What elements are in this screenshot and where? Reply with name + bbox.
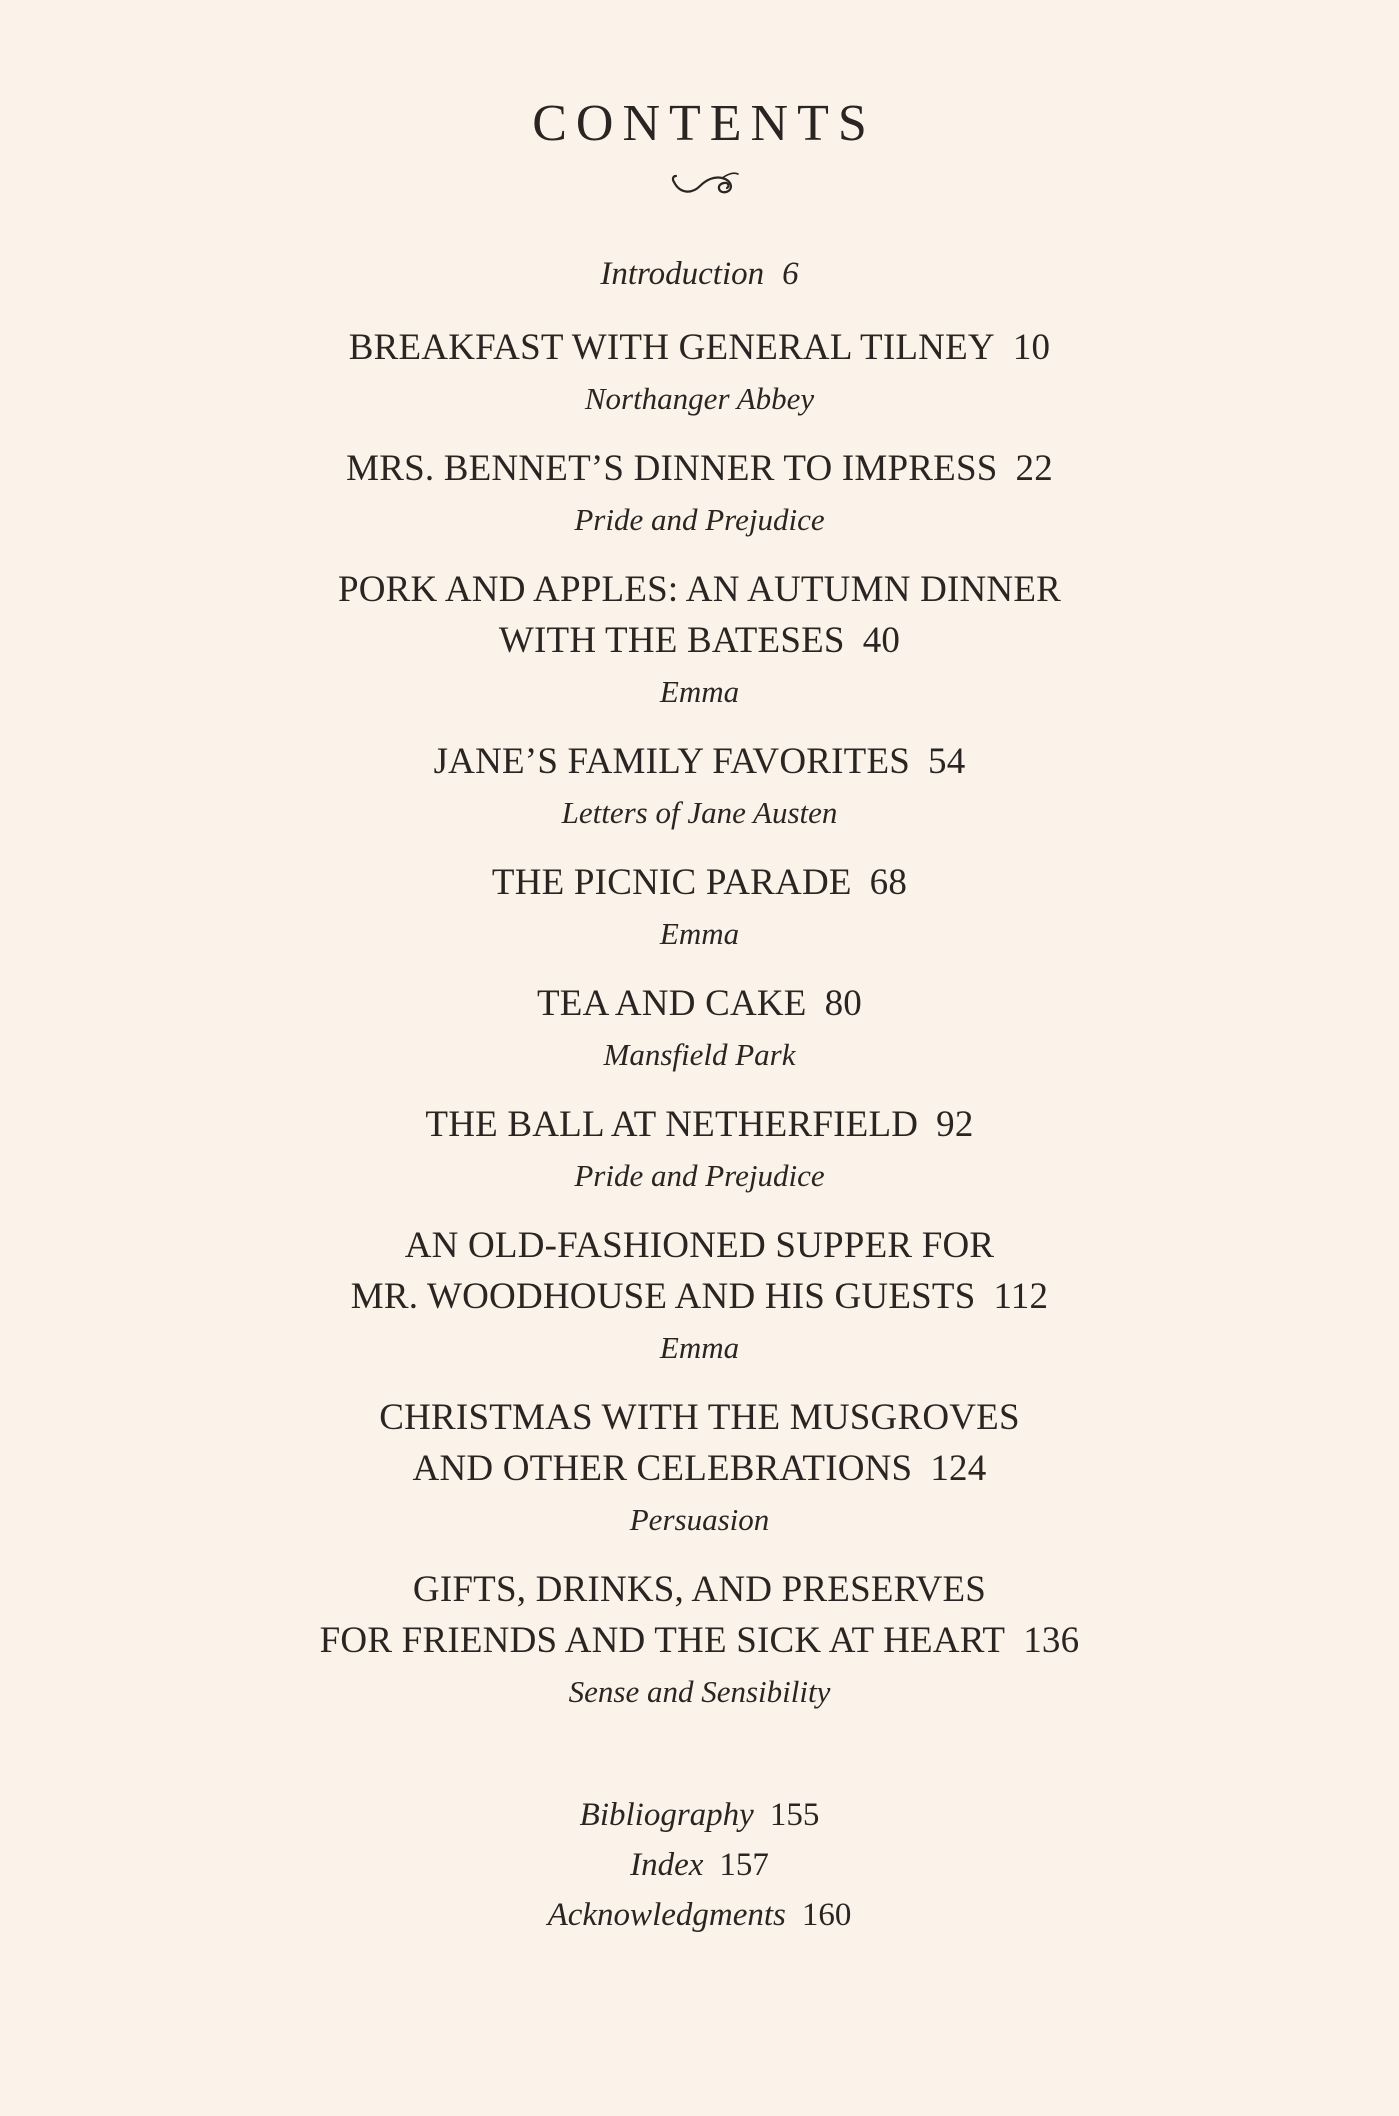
toc-entry-introduction[interactable] bbox=[0, 248, 1399, 300]
chapter-source: Letters of Jane Austen bbox=[561, 795, 838, 830]
chapter-title: WITH THE BATESES bbox=[498, 620, 845, 661]
chapter-title: MRS. BENNET’S DINNER TO IMPRESS bbox=[346, 448, 998, 489]
chapter-title: BREAKFAST WITH GENERAL TILNEY bbox=[348, 327, 995, 368]
entry-label: Bibliography bbox=[579, 1797, 754, 1833]
chapter-source: Sense and Sensibility bbox=[568, 1674, 831, 1709]
toc-entry-index[interactable] bbox=[0, 1840, 1399, 1890]
chapter-title: FOR FRIENDS AND THE SICK AT HEART bbox=[319, 1620, 1006, 1661]
page-number: 80 bbox=[824, 983, 863, 1024]
flourish-icon bbox=[670, 168, 742, 200]
toc-entry-bibliography[interactable] bbox=[0, 1790, 1399, 1840]
chapter-title: GIFTS, DRINKS, AND PRESERVES bbox=[412, 1569, 987, 1610]
page-number: 10 bbox=[1012, 327, 1051, 368]
toc-entry-chapter[interactable] bbox=[0, 978, 1399, 1077]
toc-entry-chapter[interactable] bbox=[0, 1099, 1399, 1198]
entry-label: Introduction bbox=[600, 256, 765, 292]
backmatter-list bbox=[0, 1790, 1399, 1940]
chapter-source: Persuasion bbox=[629, 1502, 770, 1537]
chapter-source: Mansfield Park bbox=[603, 1037, 796, 1072]
toc-entry-chapter[interactable] bbox=[0, 1220, 1399, 1370]
toc-entry-chapter[interactable] bbox=[0, 322, 1399, 421]
page-number: 155 bbox=[769, 1797, 820, 1833]
toc-entries bbox=[0, 248, 1399, 1714]
page-number: 92 bbox=[936, 1104, 974, 1145]
chapter-title: MR. WOODHOUSE AND HIS GUESTS bbox=[350, 1276, 976, 1317]
toc-entry-chapter[interactable] bbox=[0, 443, 1399, 542]
chapter-source: Emma bbox=[659, 1330, 740, 1365]
page-number: 160 bbox=[801, 1897, 852, 1933]
chapter-title: JANE’S FAMILY FAVORITES bbox=[433, 741, 911, 782]
page-number: 68 bbox=[869, 862, 908, 903]
toc-entry-chapter[interactable] bbox=[0, 736, 1399, 835]
entry-label: Index bbox=[630, 1847, 704, 1883]
entry-label: Acknowledgments bbox=[547, 1897, 786, 1933]
chapter-source: Pride and Prejudice bbox=[574, 1158, 825, 1193]
page-number: 112 bbox=[993, 1276, 1049, 1317]
chapter-source: Northanger Abbey bbox=[584, 381, 815, 416]
chapter-title: TEA AND CAKE bbox=[536, 983, 807, 1024]
toc-entry-chapter[interactable] bbox=[0, 564, 1399, 714]
chapter-source: Emma bbox=[659, 916, 740, 951]
toc-entry-chapter[interactable] bbox=[0, 1564, 1399, 1714]
page-number: 157 bbox=[719, 1847, 769, 1883]
page-number: 22 bbox=[1015, 448, 1053, 489]
chapter-source: Pride and Prejudice bbox=[574, 502, 825, 537]
chapter-title: PORK AND APPLES: AN AUTUMN DINNER bbox=[337, 569, 1062, 610]
page-number: 40 bbox=[862, 620, 901, 661]
chapter-title: THE PICNIC PARADE bbox=[491, 862, 852, 903]
page-number: 54 bbox=[928, 741, 966, 782]
page-number: 136 bbox=[1023, 1620, 1080, 1661]
toc-entry-chapter[interactable] bbox=[0, 857, 1399, 956]
toc-entry-chapter[interactable] bbox=[0, 1392, 1399, 1542]
page-number: 124 bbox=[930, 1448, 987, 1489]
chapter-title: THE BALL AT NETHERFIELD bbox=[425, 1104, 919, 1145]
page-title: CONTENTS bbox=[532, 95, 876, 152]
chapter-source: Emma bbox=[659, 674, 740, 709]
chapter-title: CHRISTMAS WITH THE MUSGROVES bbox=[379, 1397, 1020, 1438]
page-number: 6 bbox=[782, 256, 799, 292]
chapter-title: AND OTHER CELEBRATIONS bbox=[412, 1448, 913, 1489]
chapter-title: AN OLD-FASHIONED SUPPER FOR bbox=[404, 1225, 995, 1266]
toc-entry-acknowledgments[interactable] bbox=[0, 1890, 1399, 1940]
